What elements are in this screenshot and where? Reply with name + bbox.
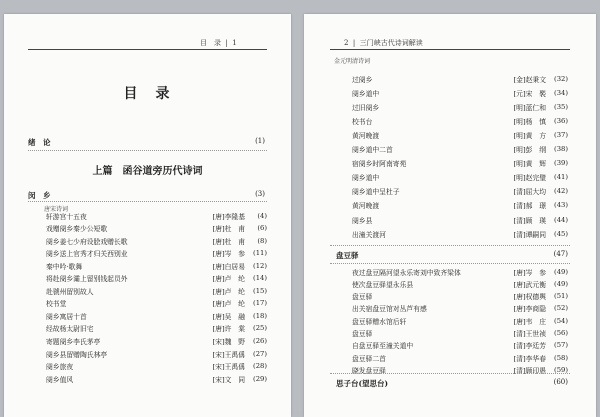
entry-title: 阌乡道中 (352, 174, 380, 183)
toc-entry[interactable] (46, 361, 267, 372)
entry-page: (8) (257, 236, 267, 245)
toc-entry[interactable] (46, 223, 267, 234)
entry-page: (44) (554, 215, 568, 224)
entry-author: [清]屈大均 (513, 188, 546, 197)
entry-author: [唐]权德舆 (513, 293, 546, 302)
entry-page: (57) (554, 341, 568, 350)
entry-page: (43) (554, 201, 568, 210)
part-title: 上篇 函谷道旁历代诗词 (92, 166, 203, 177)
entry-author: [宋]王禹偁 (212, 350, 245, 359)
entry-title: 校书台 (352, 117, 373, 126)
entry-page: (27) (253, 349, 267, 358)
entry-author: [明]杨 慎 (513, 117, 546, 126)
entry-page: (37) (554, 130, 568, 139)
entry-title: 盘豆驿赠水馆后轩 (352, 317, 407, 326)
entry-title: 过旧阌乡 (352, 103, 380, 112)
entry-author: [唐]武元衡 (513, 280, 546, 289)
entry-page: (26) (253, 337, 267, 345)
entry-author: [宋]王禹偁 (212, 363, 245, 372)
divider (330, 245, 570, 246)
entry-page: (6) (257, 224, 267, 233)
entry-author: [清]李华春 (513, 354, 546, 363)
entry-page: (34) (554, 88, 568, 97)
toc-entry[interactable] (46, 336, 267, 347)
entry-author: [唐]卢 纶 (212, 300, 245, 309)
entry-page: (25) (253, 324, 267, 333)
entry-title: 阌乡送上官秀才归关西别业 (46, 250, 128, 259)
entry-author: [明]蓝仁和 (513, 103, 546, 112)
entry-author: [明]赵完璧 (513, 174, 546, 183)
entry-title: 赴虢州留别故人 (46, 287, 94, 296)
entry-page: (54) (554, 316, 568, 325)
entry-author: [宋]魏 野 (212, 338, 245, 346)
divider (28, 201, 267, 202)
entry-author: [唐]白居易 (212, 262, 245, 271)
running-header-title: 三门峡古代诗词解读 (359, 39, 423, 47)
entry-title: 轩游宫十五夜 (46, 212, 87, 221)
entry-author: [清]顾 瑛 (513, 216, 546, 225)
entry-page: (12) (253, 261, 267, 270)
entry-page: (14) (253, 274, 267, 283)
entry-page: (39) (554, 159, 568, 168)
entry-author: [清]郝 璟 (513, 202, 546, 211)
toc-entry[interactable] (46, 310, 267, 321)
toc-title: 目 录 (123, 86, 172, 102)
entry-title: 出潼关渡河 (352, 230, 386, 239)
entry-title: 盘豆驿 (352, 330, 373, 338)
toc-entry[interactable] (352, 87, 568, 98)
toc-entry[interactable] (352, 328, 568, 339)
entry-page: (41) (554, 173, 568, 182)
entry-author: [明]黄 辉 (513, 160, 546, 169)
toc-entry[interactable] (352, 186, 568, 197)
right-page (304, 14, 596, 417)
header-rule (28, 49, 267, 50)
entry-title: 黄河晚渡 (352, 131, 380, 140)
toc-entry[interactable] (352, 315, 568, 326)
section-label: 思子台(望思台) (336, 379, 389, 388)
section-page: (60) (553, 378, 568, 386)
entry-page: (17) (253, 299, 267, 308)
section-label: 闵 乡 (28, 191, 51, 200)
entry-page: (36) (554, 116, 568, 125)
entry-title: 校书堂 (46, 300, 67, 309)
entry-page: (11) (253, 249, 267, 258)
entry-title: 秦中吟·歌舞 (46, 262, 83, 271)
toc-entry[interactable] (352, 158, 568, 169)
entry-author: [明]黄 方 (513, 131, 546, 140)
entry-title: 出关宿盘豆馆对丛芦有感 (352, 305, 427, 314)
toc-entry[interactable] (46, 285, 267, 296)
entry-title: 使次盘豆驿望永乐县 (352, 280, 414, 289)
entry-title: 阌乡旅夜 (46, 363, 74, 372)
intro-label: 绪 论 (28, 138, 51, 147)
toc-entry[interactable] (352, 214, 568, 225)
entry-title: 将赴阌乡灞上留别钱起员外 (46, 275, 128, 284)
entry-title: 阌乡值风 (46, 375, 74, 384)
entry-title: 晓发盘豆驿 (352, 366, 386, 375)
entry-author: [宋]文 同 (212, 375, 245, 384)
entry-author: [唐]岑 参 (513, 268, 546, 277)
entry-page: (51) (554, 292, 568, 301)
entry-page: (52) (554, 304, 568, 313)
running-header-page: 2 (344, 39, 349, 47)
entry-title: 寄题阌乡李氏茅亭 (46, 338, 101, 346)
running-header: 目 录 | 1 (200, 39, 237, 47)
toc-entry[interactable] (352, 129, 568, 140)
left-page (4, 14, 291, 417)
entry-title: 夜过盘豆隔河望永乐寄刘中致齐梁体 (352, 268, 461, 277)
toc-entry[interactable] (352, 73, 568, 84)
toc-entry[interactable] (352, 340, 568, 351)
entry-title: 自盘豆驿至潼关道中 (352, 342, 414, 351)
entry-title: 盘豆驿 (352, 293, 373, 302)
entry-title: 阌乡道中呈杜子 (352, 188, 400, 197)
toc-entry[interactable] (352, 144, 568, 155)
entry-title: 阌乡寓居十首 (46, 312, 87, 321)
entry-title: 阌乡姜七少府设脍戏赠长歌 (46, 237, 128, 246)
entry-page: (49) (554, 279, 568, 288)
running-header: 2 | 三门峡古代诗词解读 (344, 39, 423, 47)
entry-title: 黄河晚渡 (352, 202, 380, 211)
entry-page: (59) (554, 365, 568, 374)
toc-entry[interactable] (46, 273, 267, 284)
entry-page: (38) (554, 145, 568, 153)
entry-title: 盘豆驿二首 (352, 354, 386, 363)
section-page: (47) (553, 250, 568, 258)
toc-entry[interactable] (352, 228, 568, 239)
subheading: 唐宋诗词 (44, 206, 69, 213)
entry-author: [清]李廷芳 (513, 342, 546, 351)
divider (28, 150, 267, 151)
entry-page: (28) (253, 362, 267, 371)
entry-page: (45) (554, 229, 568, 238)
entry-page: (18) (253, 311, 267, 320)
running-header-page: 1 (232, 39, 237, 47)
entry-author: [唐]杜 甫 (212, 237, 245, 246)
toc-entry[interactable] (352, 291, 568, 302)
entry-author: [金]赵秉文 (513, 75, 546, 84)
entry-title: 阌乡县 (352, 216, 373, 225)
entry-author: [唐]吴 融 (212, 312, 245, 321)
entry-page: (49) (554, 267, 568, 276)
entry-page: (29) (253, 374, 267, 383)
toc-entry[interactable] (46, 260, 267, 271)
toc-entry[interactable] (352, 266, 568, 277)
toc-entry[interactable] (46, 210, 267, 221)
entry-author: [唐]卢 纶 (212, 287, 245, 296)
entry-title: 阌乡道中二首 (352, 146, 393, 154)
entry-author: [唐]杜 甫 (212, 225, 245, 234)
toc-entry[interactable] (352, 303, 568, 314)
entry-title: 过阌乡 (352, 75, 373, 84)
entry-page: (4) (257, 211, 267, 220)
toc-entry[interactable] (46, 248, 267, 259)
intro-page: (1) (255, 137, 265, 145)
section-page: (3) (255, 190, 265, 198)
entry-author: [唐]李隆基 (212, 212, 245, 221)
entry-title: 宿阌乡时阿南寄苑 (352, 160, 407, 169)
entry-author: [元]宋 褧 (513, 89, 546, 98)
toc-entry[interactable] (352, 172, 568, 183)
entry-author: [唐]卢 纶 (212, 275, 245, 284)
entry-author: [唐]岑 参 (212, 250, 245, 259)
toc-entry[interactable] (352, 101, 568, 112)
entry-page: (15) (253, 286, 267, 295)
toc-entry[interactable] (352, 352, 568, 363)
entry-author: [唐]李商隐 (513, 305, 546, 314)
toc-entry[interactable] (352, 115, 568, 126)
subheading: 金元明清诗词 (334, 58, 371, 65)
entry-title: 阌乡道中 (352, 89, 380, 98)
toc-entry[interactable] (46, 298, 267, 309)
entry-author: [清]王世祯 (513, 330, 546, 338)
entry-page: (32) (554, 74, 568, 83)
toc-entry[interactable] (46, 235, 267, 246)
toc-entry[interactable] (352, 200, 568, 211)
entry-author: [唐]韦 庄 (513, 317, 546, 326)
entry-author: [明]彭 纲 (513, 146, 546, 154)
entry-page: (56) (554, 329, 568, 337)
toc-entry[interactable] (46, 348, 267, 359)
entry-author: [清]谭嗣同 (513, 230, 546, 239)
toc-entry[interactable] (46, 373, 267, 384)
divider (330, 263, 570, 264)
entry-page: (58) (554, 353, 568, 362)
entry-author: [清]顾印愚 (513, 366, 546, 375)
entry-title: 经故杨太尉旧宅 (46, 325, 94, 334)
entry-title: 戏赠阌乡秦少公短歌 (46, 225, 108, 234)
header-rule (330, 49, 570, 50)
entry-page: (35) (554, 102, 568, 111)
divider (330, 373, 570, 374)
toc-entry[interactable] (352, 278, 568, 289)
entry-author: [唐]许 棠 (212, 325, 245, 334)
section-label: 盘豆驿 (336, 251, 359, 260)
entry-title: 阌乡县留赠陶氏林亭 (46, 350, 108, 359)
running-header-title: 目 录 (200, 39, 221, 47)
entry-page: (42) (554, 187, 568, 196)
toc-entry[interactable] (46, 323, 267, 334)
